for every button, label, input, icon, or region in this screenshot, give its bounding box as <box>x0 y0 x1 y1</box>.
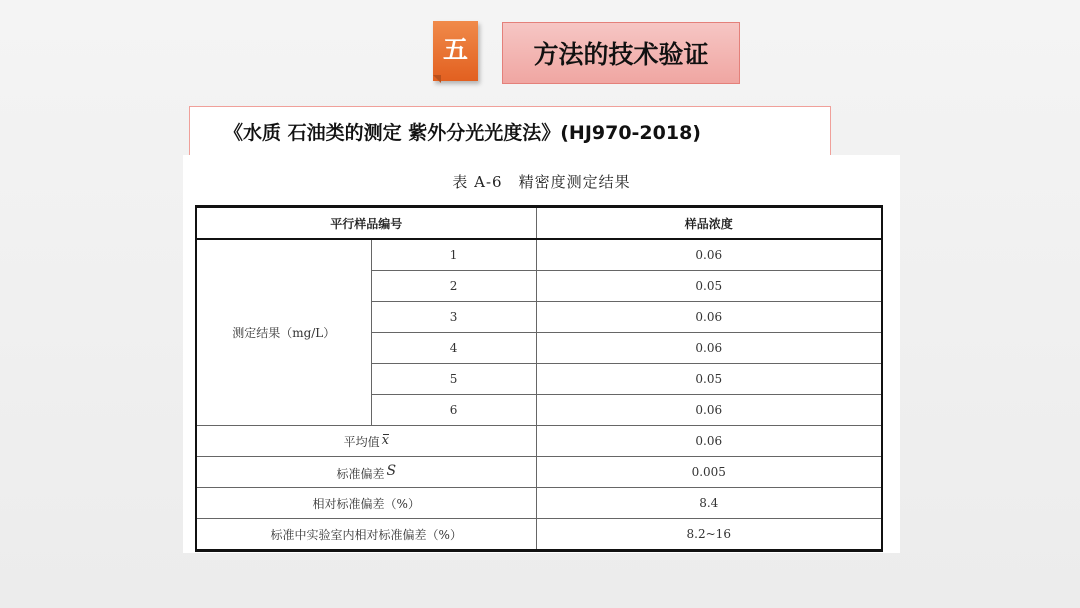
standard-name: 《水质 石油类的测定 紫外分光光度法》(HJ970-2018) <box>224 121 701 144</box>
rsd-label: 相对标准偏差（%） <box>196 488 536 519</box>
std-row <box>196 457 882 488</box>
mean-value: 0.06 <box>536 426 882 457</box>
mean-label: 平均值 <box>343 434 380 449</box>
mean-row <box>196 426 882 457</box>
slide-title-box <box>502 22 740 84</box>
table-row <box>196 239 882 271</box>
precision-results-table <box>195 205 883 552</box>
concentration-cell: 0.06 <box>536 302 882 333</box>
inter-lab-rsd-value: 8.2~16 <box>536 519 882 551</box>
concentration-cell: 0.06 <box>536 239 882 271</box>
concentration-cell: 0.05 <box>536 364 882 395</box>
mean-symbol: x <box>381 432 389 448</box>
sample-id-cell: 5 <box>371 364 536 395</box>
precision-table-figure <box>183 155 900 553</box>
table-caption: 表 A-6 精密度测定结果 <box>452 173 631 191</box>
concentration-cell: 0.06 <box>536 333 882 364</box>
table-header-row <box>196 207 882 240</box>
slide-title: 方法的技术验证 <box>533 40 709 69</box>
rsd-row <box>196 488 882 519</box>
badge-fold-decoration <box>433 75 441 83</box>
header-concentration: 样品浓度 <box>536 207 882 240</box>
sample-id-cell: 3 <box>371 302 536 333</box>
section-number-badge <box>433 21 478 81</box>
inter-lab-rsd-row <box>196 519 882 551</box>
sample-id-cell: 1 <box>371 239 536 271</box>
mean-label-cell <box>196 426 536 457</box>
header-sample-id: 平行样品编号 <box>196 207 536 240</box>
std-label: 标准偏差 <box>336 466 385 481</box>
sample-id-cell: 2 <box>371 271 536 302</box>
std-value: 0.005 <box>536 457 882 488</box>
section-number: 五 <box>442 35 468 64</box>
concentration-cell: 0.06 <box>536 395 882 426</box>
sample-id-cell: 4 <box>371 333 536 364</box>
concentration-cell: 0.05 <box>536 271 882 302</box>
sample-id-cell: 6 <box>371 395 536 426</box>
inter-lab-rsd-label: 标准中实验室内相对标准偏差（%） <box>196 519 536 551</box>
std-label-cell <box>196 457 536 488</box>
rsd-value: 8.4 <box>536 488 882 519</box>
std-symbol: S <box>386 462 397 479</box>
standard-name-box <box>189 106 831 156</box>
group-label: 测定结果（mg/L） <box>196 239 371 426</box>
